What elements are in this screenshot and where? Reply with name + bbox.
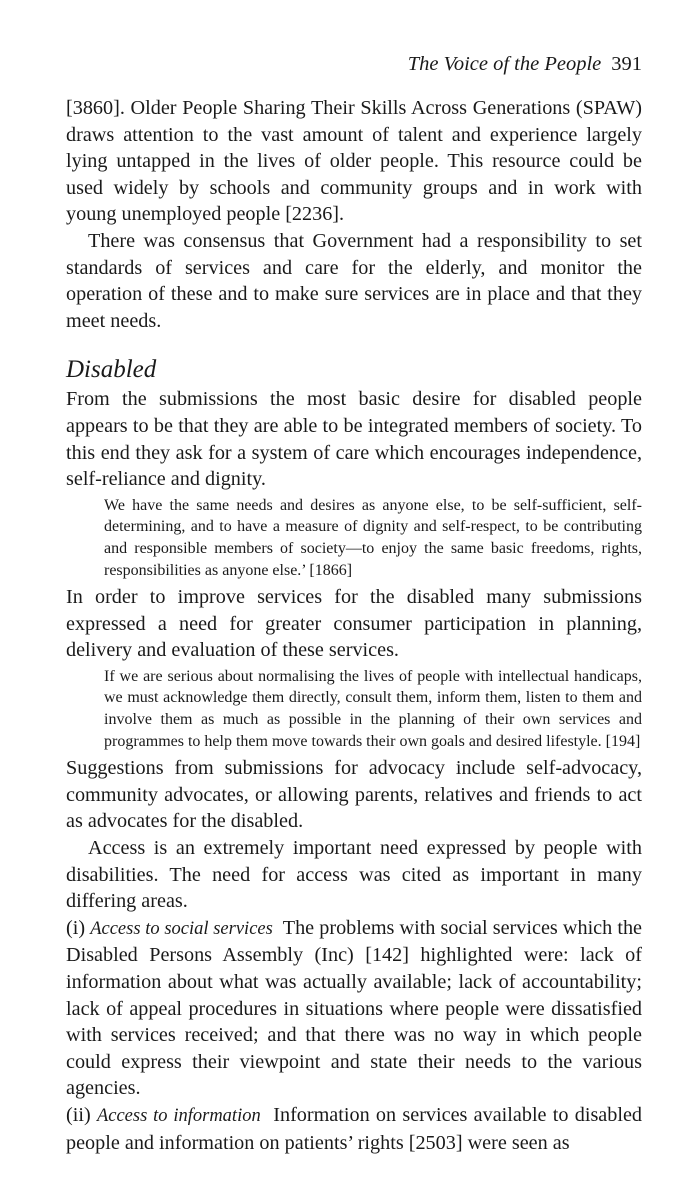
- section-heading-disabled: Disabled: [66, 356, 157, 384]
- paragraph-integration: From the submissions the most basic desire for disabled people appears to be that they are able to be integrated members of society. To this end they ask for a system of care which encourages independence, self-reliance and dignity.: [66, 388, 642, 491]
- item-heading: Access to information: [96, 1105, 261, 1126]
- item-label: (i): [66, 916, 86, 939]
- paragraph-access: Access is an extremely important need expressed by people with disabilities. The need for access was cited as important in many differing areas.: [66, 837, 642, 913]
- book-page: [66, 50, 642, 1156]
- paragraph-advocacy: Suggestions from submissions for advocacy include self-advocacy, community advocates, or allowing parents, relatives and friends to act as advocates for the disabled.: [66, 757, 642, 833]
- paragraph-government-responsibility: There was consensus that Government had a responsibility to set standards of services and care for the elderly, and monitor the operation of these and to make sure services are in place and that they meet needs.: [66, 229, 642, 332]
- block-quote-194: If we are serious about normalising the lives of people with intellectual handicaps, we must acknowledge them directly, consult them, inform them, listen to them and involve them as much as possible in the planning of their own services and programmes to help them move towards their own goals and desired lifestyle. [194]: [104, 667, 642, 750]
- paragraph-consumer-participation: In order to improve services for the disabled many submissions expressed a need for greater consumer participation in planning, delivery and evaluation of these services.: [66, 586, 642, 662]
- block-quote-1866: We have the same needs and desires as anyone else, to be self-sufficient, self-determining, and to have a measure of dignity and self-respect, to be contributing and responsible members of society—to enjoy the same basic freedoms, rights, responsibilities as anyone else.’ [1866]: [104, 496, 642, 579]
- item-text: The problems with social services which the Disabled Persons Assembly (Inc) [142] highlighted were: lack of information about what was actually available; lack of accountability; lack of appeal procedures in situations where people were dissatisfied with services received; and that there was no way in which people could express their viewpoint and state their needs to the various agencies.: [66, 916, 643, 1100]
- item-heading: Access to social services: [90, 918, 273, 939]
- page-number: 391: [611, 53, 642, 75]
- item-access-social-services: [66, 915, 642, 1102]
- paragraph-spaw: [3860]. Older People Sharing Their Skills Across Generations (SPAW) draws attention to the vast amount of talent and experience largely lying untapped in the lives of older people. This resource could be used widely by schools and community groups and in work with young unemployed people [2236].: [66, 97, 642, 226]
- running-head-title: The Voice of the People: [407, 53, 602, 75]
- item-label: (ii): [66, 1103, 91, 1126]
- item-text: Information on services available to disabled people and information on patients’ rights [2503] were seen as: [66, 1103, 643, 1154]
- item-access-information: [66, 1102, 642, 1156]
- running-head: [66, 50, 642, 78]
